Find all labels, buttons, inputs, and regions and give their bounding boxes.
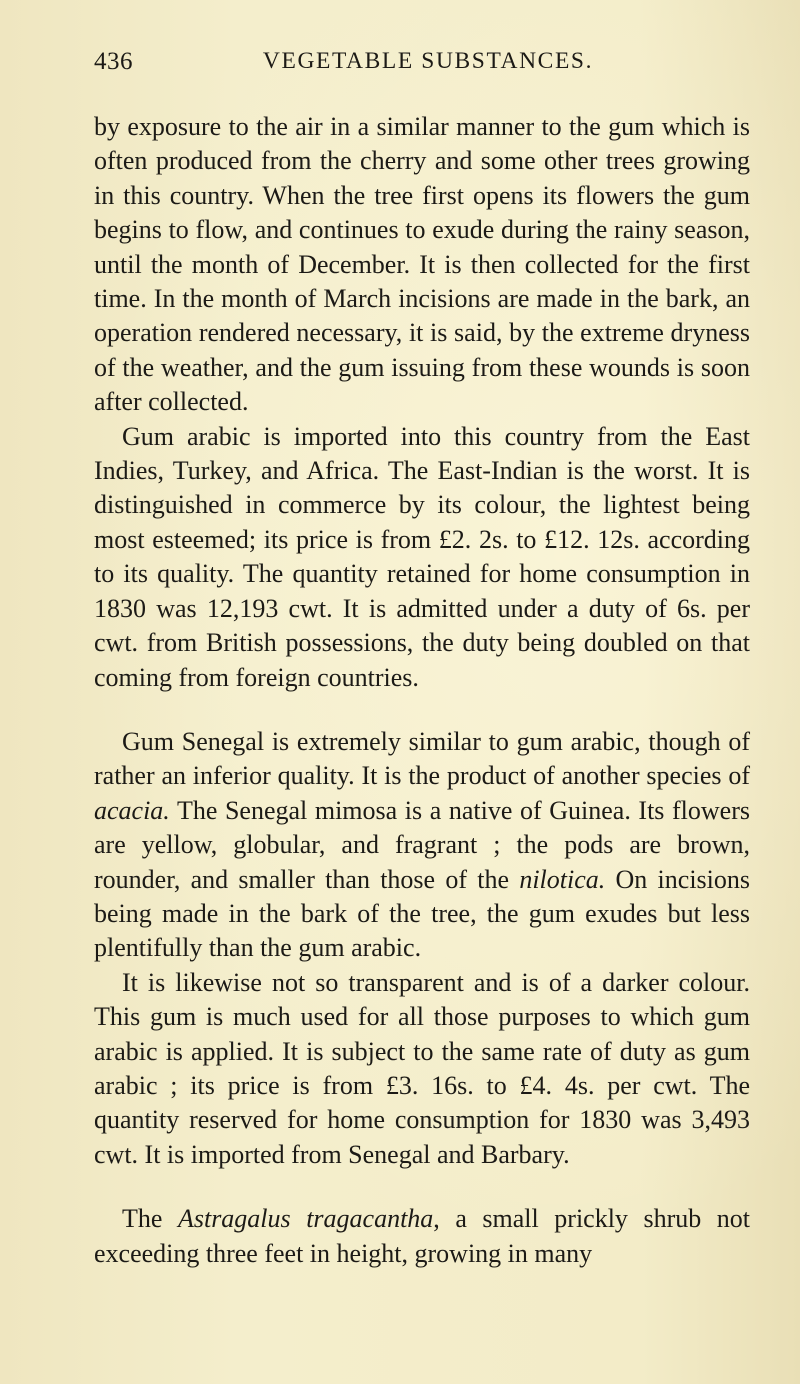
paragraph-5-text-a: The bbox=[122, 1204, 178, 1234]
running-head: VEGETABLE SUBSTANCES. bbox=[262, 48, 594, 74]
page-number: 436 bbox=[94, 48, 133, 75]
paragraph-5 bbox=[94, 1202, 750, 1271]
italic-term-astragalus: Astragalus tragacantha bbox=[177, 1204, 434, 1234]
paragraph-3 bbox=[94, 725, 750, 966]
paragraph-1: by exposure to the air in a similar manner to the gum which is often produced from the cherry and some other trees growing in this country. When the tree first opens its flowers the gum begins to flow, and continues to exude during the rainy season, until the month of December. It is then collected for the first time. In the month of March incisions are made in the bark, an operation rendered necessary, it is said, by the extreme dryness of the weather, and the gum issuing from these wounds is soon after collected. bbox=[94, 112, 750, 417]
paragraph-3-text-a: Gum Senegal is extremely similar to gum arabic, though of rather an inferior quality. It is the product of another species of bbox=[94, 726, 750, 791]
paragraph-4: It is likewise not so transparent and is of a darker colour. This gum is much used for all those purposes to which gum arabic is applied. It is subject to the same rate of duty as gum arabic ; its price is from £3. 16s. to £4. 4s. per cwt. The quantity reserved for home consumption for 1830 was 3,493 cwt. It is imported from Senegal and Barbary. bbox=[94, 967, 750, 1169]
italic-term-acacia: acacia. bbox=[94, 795, 170, 825]
page-header bbox=[94, 36, 750, 76]
paragraph-5-text-b: , a small prickly shrub not exceeding three feet in height, growing in many bbox=[94, 1204, 751, 1268]
paragraph-2: Gum arabic is imported into this country from the East Indies, Turkey, and Africa. The East-Indian is the worst. It is distinguished in commerce by its colour, the lightest being most esteemed; its price is from £2. 2s. to £12. 12s. according to its quality. The quantity retained for home consumption in 1830 was 12,193 cwt. It is admitted under a duty of 6s. per cwt. from British possessions, the duty being doubled on that coming from foreign countries. bbox=[94, 421, 750, 692]
paragraph-3-text-b: The Senegal mimosa is a native of Guinea. Its flowers are yellow, globular, and fragrant ; the pods are brown, rounder, and smaller than those of the bbox=[94, 795, 750, 894]
italic-term-nilotica: nilotica. bbox=[519, 864, 606, 894]
paragraph-3-text-c: On incisions being made in the bark of the tree, the gum exudes but less plentifully than the gum arabic. bbox=[94, 864, 751, 963]
